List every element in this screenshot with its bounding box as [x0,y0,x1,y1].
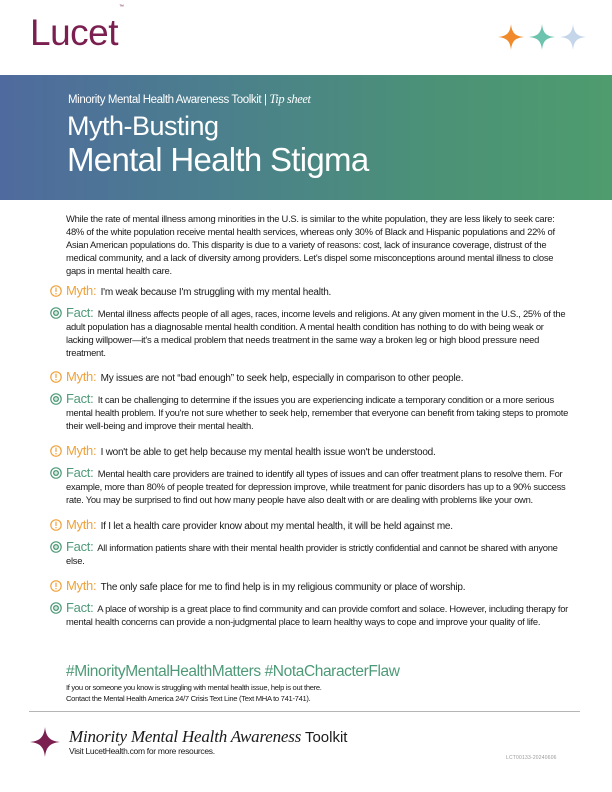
fact-label: Fact: [66,465,94,480]
myth-text: If I let a health care provider know about my mental health, it will be held against me. [100,521,453,532]
exclamation-circle-icon [50,285,62,297]
myth-label: Myth: [66,283,97,298]
fact-label: Fact: [66,539,94,554]
myth-text: The only safe place for me to find help is in my religious community or place of worship. [100,582,466,593]
myth-fact-pair [50,370,570,432]
fact-text: A place of worship is a great place to find community and can provide comfort and solace. However, including therapy for mental health concerns can provide a non-judgmental place to learn healthy ways to cope and improve your quality of life. [66,603,569,627]
myth-fact-pair [50,284,570,359]
myth-text: I won't be able to get help because my mental health issue won't be understood. [100,447,436,458]
plus-circle-icon [50,393,62,405]
myth-row [50,284,570,299]
exclamation-circle-icon [50,371,62,383]
exclamation-circle-icon [50,519,62,531]
myth-label: Myth: [66,369,97,384]
myth-label: Myth: [66,578,97,593]
plus-circle-icon [50,307,62,319]
toolkit-name: Minority Mental Health Awareness Toolkit | [68,94,270,106]
fact-row [50,306,570,359]
help-text: If you or someone you know is struggling with mental health issue, help is out there. [66,683,322,692]
orange-star-icon [497,23,525,51]
footer-toolkit-title [69,728,347,745]
light-blue-star-icon [559,23,587,51]
myth-fact-pair [50,518,570,567]
trademark: ™ [119,3,124,10]
exclamation-circle-icon [50,580,62,592]
myth-fact-list [50,284,570,640]
plus-circle-icon [50,541,62,553]
footer-title-plain: Toolkit [301,729,348,746]
myth-fact-pair [50,579,570,628]
tip-sheet-label: Tip sheet [269,92,311,106]
document-code: LCT00133-20240606 [506,755,557,761]
decorative-stars [497,23,587,51]
plus-circle-icon [50,467,62,479]
page-title-line2: Mental Health Stigma [67,141,369,178]
fact-text: It can be challenging to determine if the issues you are experiencing indicate a temporary condition or a more serious mental health problem. If you're not sure whether to seek help, remember that everyone can benefit from taking steps to promote their well-being and improve their mental health. [66,394,569,431]
footer-visit-link-text: Visit LucetHealth.com for more resources. [69,746,215,756]
hashtags: #MinorityMentalHealthMatters #NotaCharacterFlaw [66,663,400,680]
exclamation-circle-icon [50,445,62,457]
fact-text: All information patients share with their mental health provider is strictly confidential and cannot be shared with anyone else. [66,542,558,566]
teal-star-icon [528,23,556,51]
myth-text: I'm weak because I'm struggling with my mental health. [100,287,332,298]
footer-divider [29,711,580,712]
fact-text: Mental health care providers are trained to identify all types of issues and can offer treatment plans to resolve them. For example, more than 80% of people treated for depression improve, while treatment for panic disorders has up to a 90% success rate. You may be surprised to find out how many people have also dealt with or are dealing with problems like your own. [66,468,566,505]
fact-row [50,466,570,506]
crisis-line-text: Contact the Mental Health America 24/7 Crisis Text Line (Text MHA to 741-741). [66,694,311,703]
footer-title-italic: Minority Mental Health Awareness [69,727,302,746]
myth-row [50,444,570,459]
intro-paragraph: While the rate of mental illness among minorities in the U.S. is similar to the white population, they are less likely to seek care: 48% of the white population receive mental health services, whereas only 30% of Black and Hispanic populations and 22% of Asian American populations do. This disparity is due to a variety of reasons: cost, lack of insurance coverage, distrust of the medical community, and a lack of diversity among providers. Let's dispel some misconceptions around mental illness to close gaps in mental health care. [66,213,555,276]
fact-row [50,601,570,628]
fact-label: Fact: [66,305,94,320]
plum-star-icon [29,726,61,758]
fact-row [50,540,570,567]
fact-label: Fact: [66,391,94,406]
myth-label: Myth: [66,443,97,458]
fact-text: Mental illness affects people of all ages, races, income levels and religions. At any given moment in the U.S., 25% of the adult population has a diagnosable mental health condition. A mental health condition has nothing to do with being weak or lacking willpower—it's a medical problem that needs treatment in the same way a broken leg or high blood pressure need treatment. [66,308,566,358]
myth-text: My issues are not “bad enough” to seek help, especially in comparison to other people. [100,373,464,384]
logo-text: Lucet [30,12,119,53]
title-banner [0,75,612,200]
page-title-line1: Myth-Busting [67,111,219,141]
plus-circle-icon [50,602,62,614]
myth-label: Myth: [66,517,97,532]
lucet-logo [30,3,124,53]
fact-row [50,392,570,432]
banner-subtitle [68,92,311,107]
fact-label: Fact: [66,600,94,615]
myth-row [50,370,570,385]
myth-fact-pair [50,444,570,506]
myth-row [50,518,570,533]
myth-row [50,579,570,594]
